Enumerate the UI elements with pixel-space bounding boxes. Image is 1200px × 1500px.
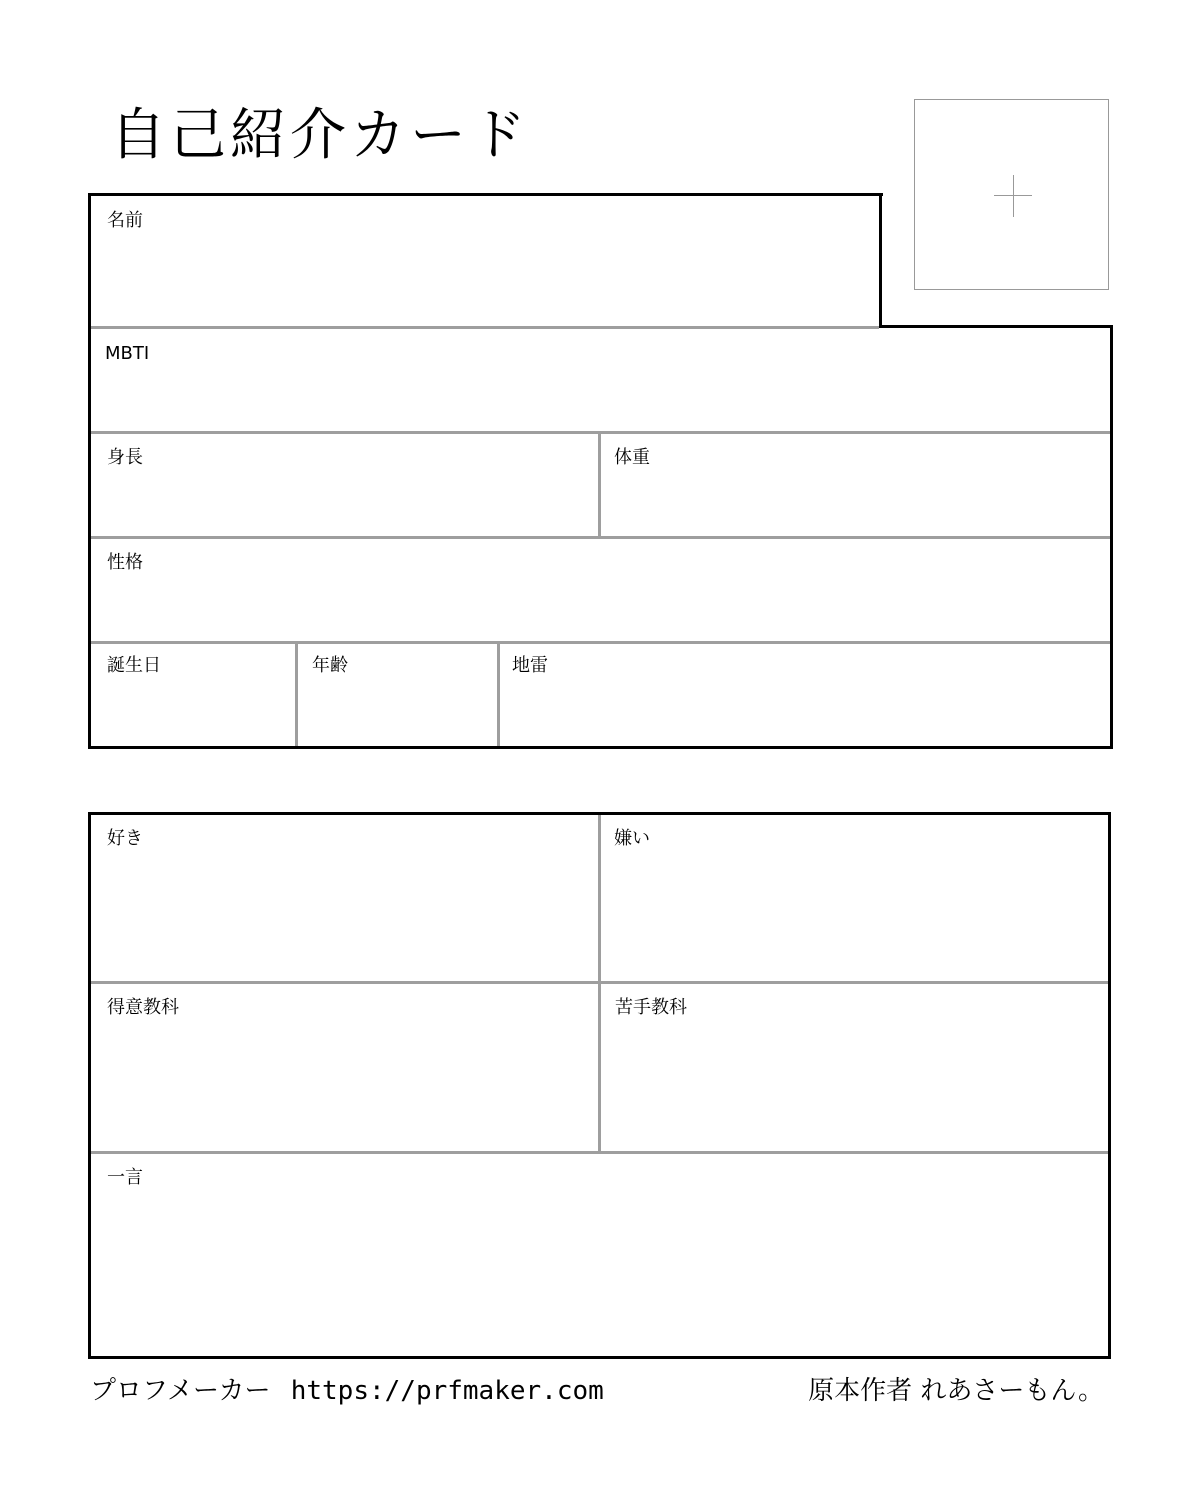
comment-label: 一言 bbox=[107, 1167, 143, 1188]
right-border bbox=[1110, 325, 1113, 749]
dislikes-field[interactable] bbox=[601, 815, 1108, 981]
mbti-top-border bbox=[879, 325, 1113, 328]
likes-label: 好き bbox=[107, 828, 143, 849]
footer-url[interactable]: https://prfmaker.com bbox=[290, 1376, 604, 1406]
footer-brand-name: プロフメーカー bbox=[90, 1376, 271, 1406]
personality-label: 性格 bbox=[107, 552, 143, 573]
weight-field[interactable] bbox=[601, 434, 1110, 536]
bad-subject-field[interactable] bbox=[601, 984, 1108, 1151]
plus-icon-vertical bbox=[1013, 175, 1014, 217]
comment-field[interactable] bbox=[91, 1154, 1108, 1356]
height-field[interactable] bbox=[91, 434, 598, 536]
good-subject-label: 得意教科 bbox=[107, 997, 179, 1018]
height-label: 身長 bbox=[107, 447, 143, 468]
name-field[interactable] bbox=[91, 196, 879, 326]
bad-subject-label: 苦手教科 bbox=[615, 997, 687, 1018]
dislikes-label: 嫌い bbox=[614, 828, 650, 849]
page-title: 自己紹介カード bbox=[110, 103, 530, 168]
bottom-border bbox=[88, 1356, 1111, 1359]
footer-credit: 原本作者 れあさーもん。 bbox=[808, 1376, 1104, 1406]
landmine-field[interactable] bbox=[500, 644, 1110, 746]
age-label: 年齢 bbox=[312, 655, 348, 676]
mbti-field[interactable] bbox=[91, 329, 1110, 431]
right-border bbox=[1108, 812, 1111, 1359]
age-field[interactable] bbox=[298, 644, 497, 746]
footer-brand bbox=[90, 1378, 604, 1404]
weight-label: 体重 bbox=[614, 447, 650, 468]
bottom-border bbox=[88, 746, 1113, 749]
name-right-border bbox=[879, 193, 882, 328]
likes-field[interactable] bbox=[91, 815, 598, 981]
birthday-label: 誕生日 bbox=[107, 655, 161, 676]
mbti-label: MBTI bbox=[105, 343, 150, 364]
photo-upload-box[interactable] bbox=[914, 99, 1109, 290]
landmine-label: 地雷 bbox=[512, 655, 548, 676]
personality-field[interactable] bbox=[91, 539, 1110, 641]
name-label: 名前 bbox=[107, 210, 143, 231]
birthday-field[interactable] bbox=[91, 644, 295, 746]
good-subject-field[interactable] bbox=[91, 984, 598, 1151]
